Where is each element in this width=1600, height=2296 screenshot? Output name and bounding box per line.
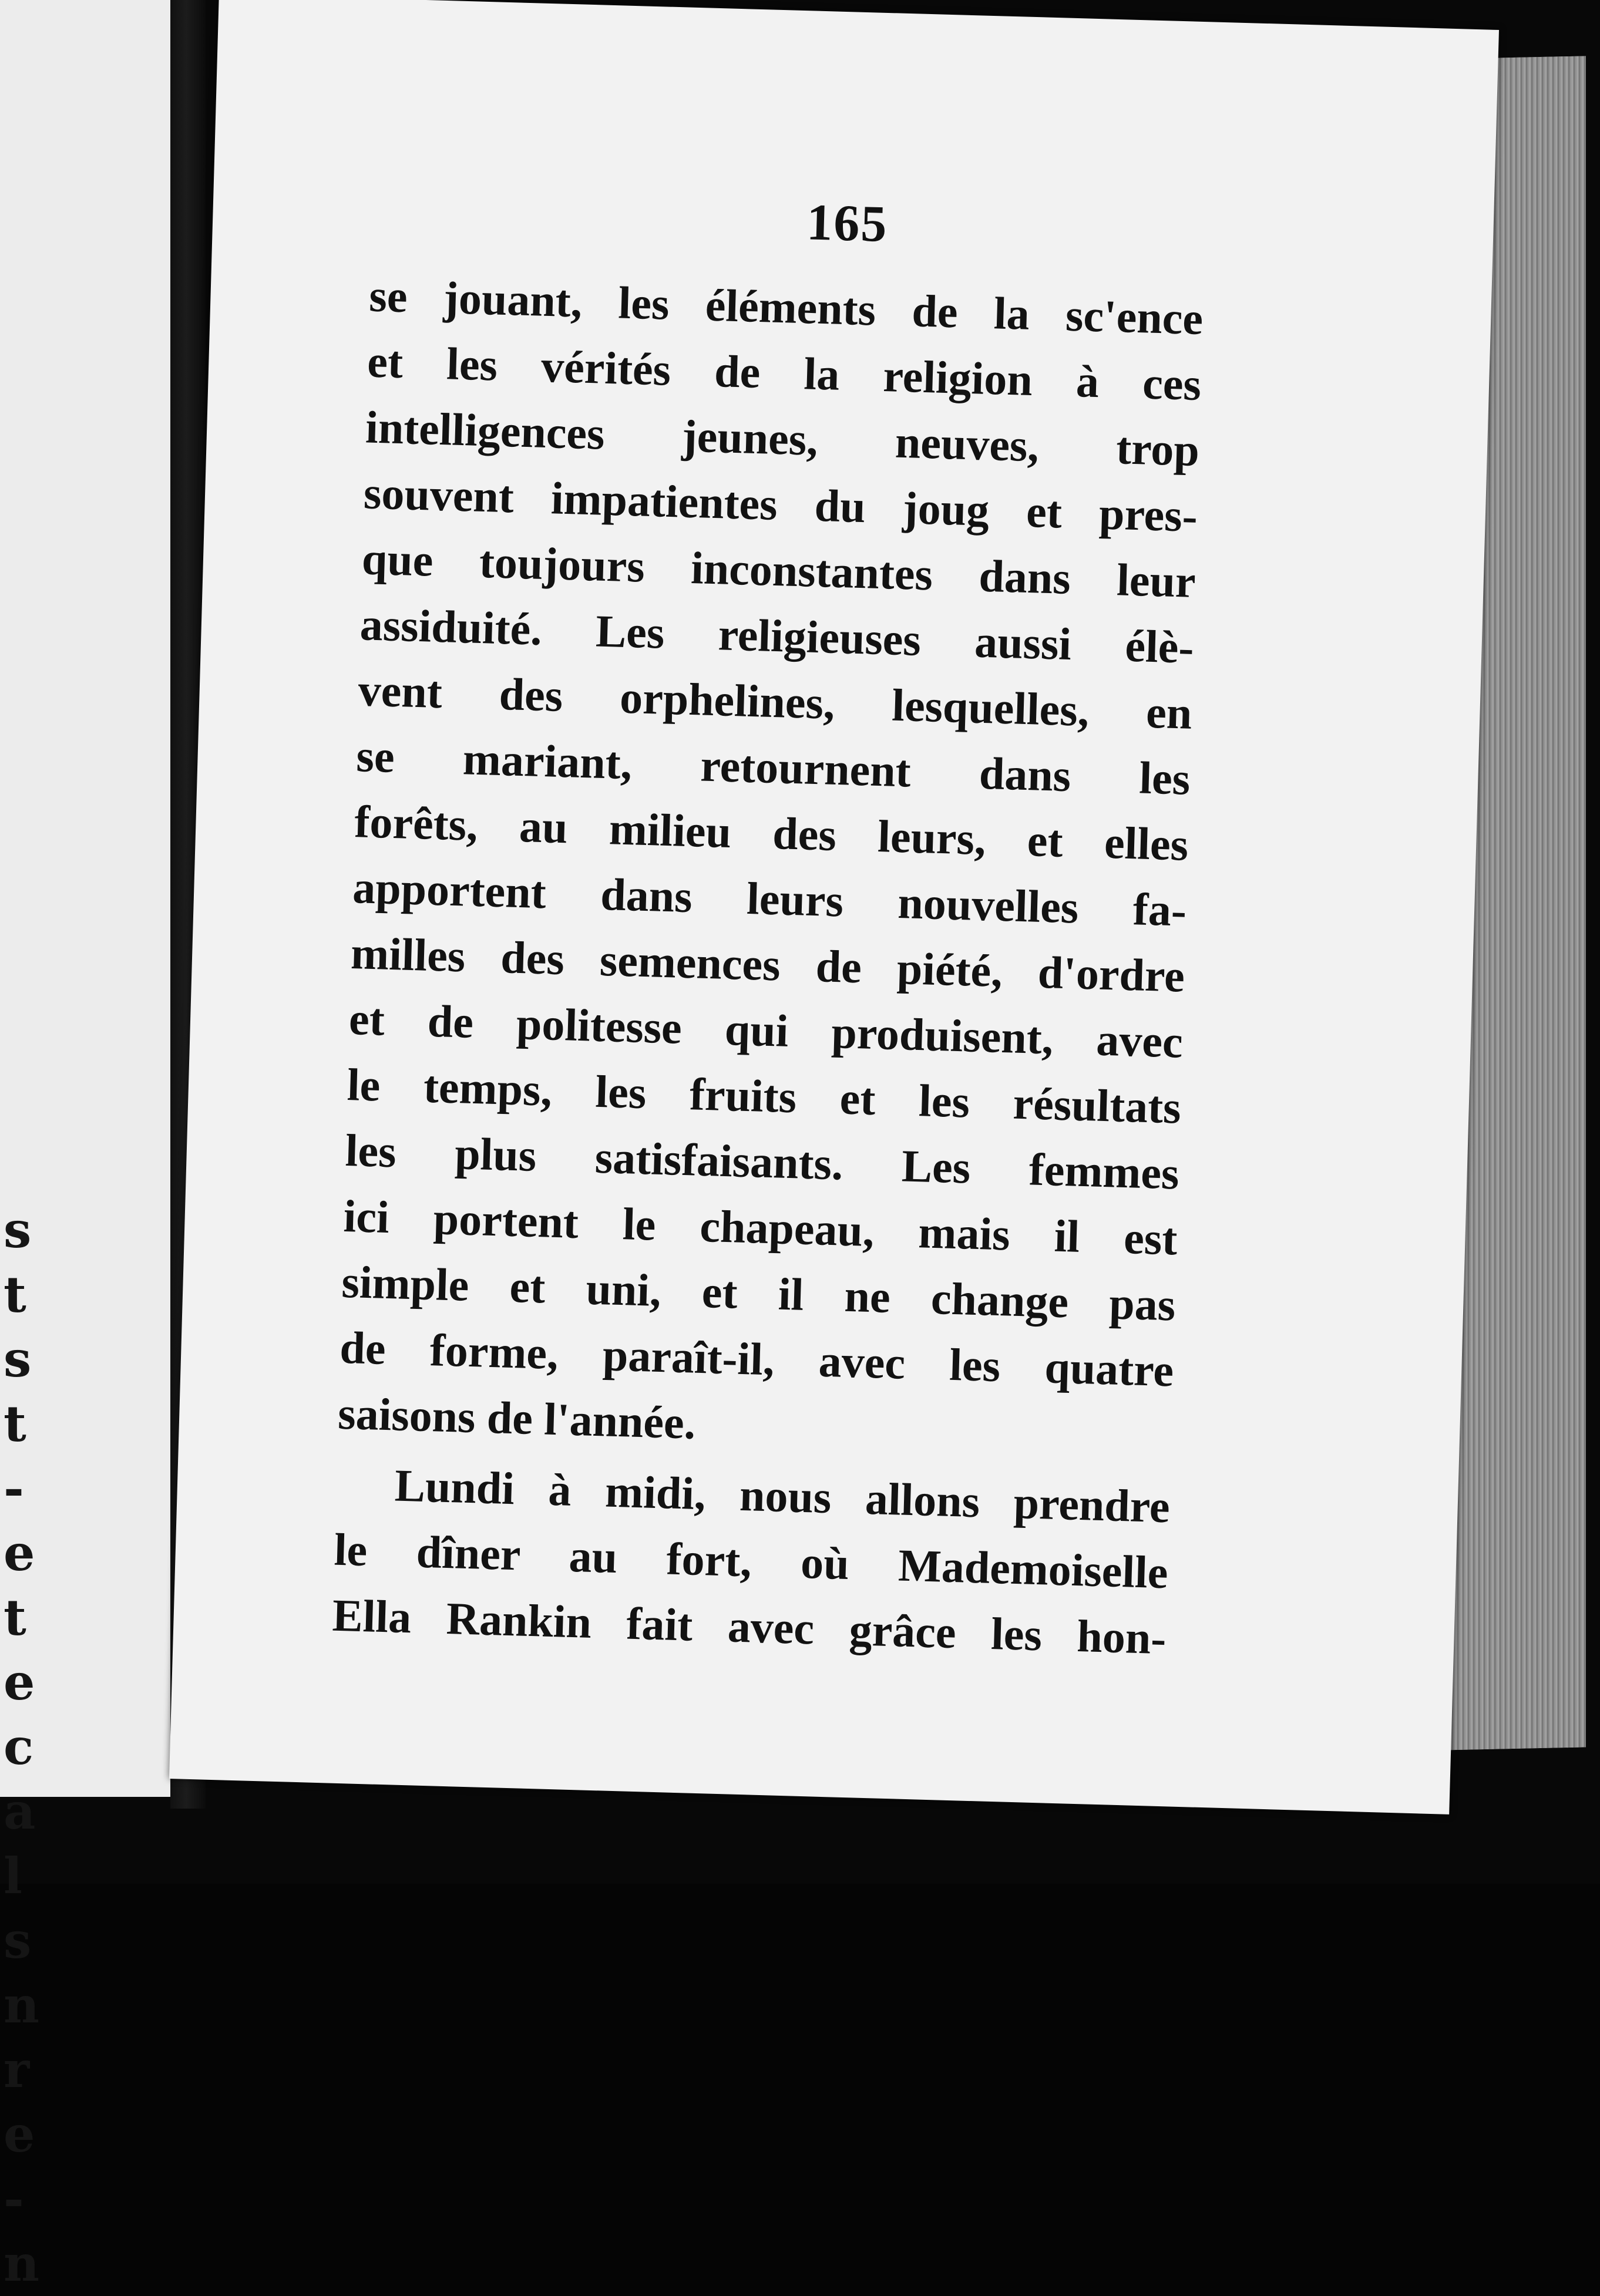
left-line-ending: c [4, 1718, 34, 1776]
left-line-ending: e [4, 2105, 35, 2163]
text-line: assiduité. Les religieuses aussi élè- [359, 598, 1195, 673]
left-line-ending: t [4, 1395, 26, 1453]
text-line: saisons de l'année. [337, 1387, 697, 1449]
page-number: 165 [806, 194, 889, 254]
text-line: intelligences jeunes, neuves, trop [365, 401, 1201, 476]
text-line: le temps, les fruits et les résultats [346, 1058, 1182, 1133]
text-line: et de politesse qui produisent, avec [348, 993, 1184, 1068]
text-line: souvent impatientes du joug et pres- [363, 467, 1198, 542]
text-line: ici portent le chapeau, mais il est [342, 1190, 1178, 1265]
text-line: vent des orphelines, lesquelles, en [357, 664, 1193, 739]
text-line: apportent dans leurs nouvelles fa- [352, 861, 1188, 936]
text-line: Lundi à midi, nous allons prendre [394, 1459, 1171, 1533]
text-line: se jouant, les éléments de la sc'ence [368, 270, 1204, 345]
text-line: que toujours inconstantes dans leur [361, 533, 1196, 607]
left-line-ending: l [4, 1847, 22, 1905]
left-line-ending: a [4, 1782, 36, 1840]
text-line: les plus satisfaisants. Les femmes [344, 1124, 1180, 1199]
text-line: milles des semences de piété, d'ordre [350, 927, 1186, 1002]
text-line: forêts, au milieu des leurs, et elles [354, 796, 1189, 870]
left-page-fragment [0, 0, 172, 2292]
text-line: simple et uni, et il ne change pas [341, 1255, 1177, 1331]
paragraph [337, 263, 1204, 1470]
left-line-ending: e [4, 1524, 35, 1582]
left-line-ending: - [4, 2170, 24, 2228]
left-line-ending: s [4, 1911, 32, 1970]
text-line: et les vérités de la religion à ces [367, 335, 1202, 410]
left-line-ending: s [4, 1330, 32, 1388]
left-line-ending: t [4, 1588, 26, 1647]
paragraph [331, 1451, 1171, 1672]
book-page [169, 0, 1499, 1814]
text-line: le dîner au fort, où Mademoiselle [333, 1523, 1169, 1598]
left-line-ending: t [4, 1265, 26, 1324]
text-line: de forme, paraît-il, avec les quatre [339, 1321, 1175, 1396]
left-line-ending: e [4, 1653, 35, 1711]
left-line-ending: s [4, 1201, 32, 1259]
text-line: Ella Rankin fait avec grâce les hon- [331, 1589, 1167, 1664]
left-line-ending: n [4, 1976, 40, 2034]
left-line-ending: n [4, 2234, 40, 2292]
page-body-text [331, 263, 1204, 1672]
left-line-ending: r [4, 2041, 30, 2099]
left-page-line-endings [4, 1198, 40, 2296]
left-line-ending: - [4, 1459, 24, 1517]
text-line: se mariant, retournent dans les [355, 730, 1191, 804]
